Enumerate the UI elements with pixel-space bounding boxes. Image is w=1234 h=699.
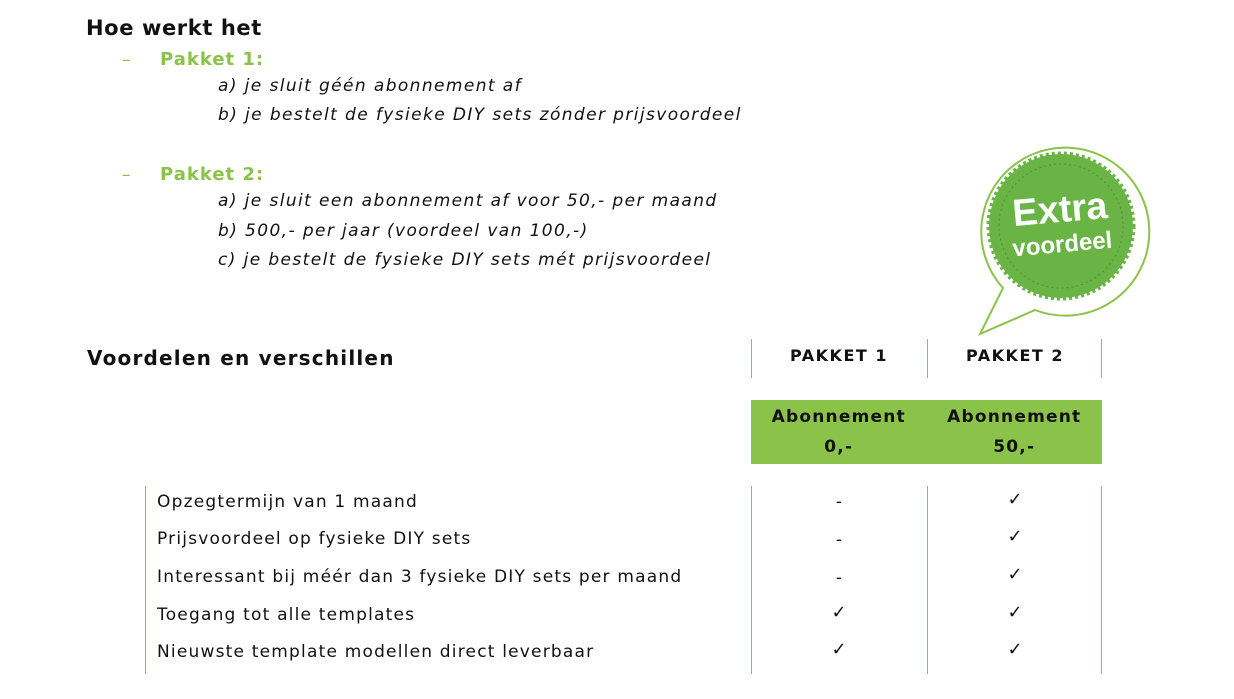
dash-bullet-icon: – xyxy=(122,49,131,70)
speech-bubble-seal-icon xyxy=(965,138,1155,338)
feature-row-5: Nieuwste template modellen direct leverbaar xyxy=(157,642,595,662)
package-1-item-a: a) je sluit géén abonnement af xyxy=(218,76,522,96)
column-header-pakket-1: PAKKET 1 xyxy=(790,346,888,365)
feature-row-2: Prijsvoordeel op fysieke DIY sets xyxy=(157,529,472,549)
checkmark-icon: ✓ xyxy=(1007,526,1023,547)
dash-bullet-icon: – xyxy=(122,164,131,185)
extra-voordeel-badge xyxy=(965,138,1155,338)
checkmark-icon: ✓ xyxy=(831,602,847,623)
dash-icon: - xyxy=(835,492,843,512)
package-2-title: Pakket 2: xyxy=(160,164,265,185)
price-pakket-1: Abonnement 0,- xyxy=(771,407,906,457)
feature-row-4: Toegang tot alle templates xyxy=(157,605,416,625)
table-left-border xyxy=(145,486,146,674)
feature-row-3: Interessant bij méér dan 3 fysieke DIY sets per maand xyxy=(157,567,683,587)
package-2-item-b: b) 500,- per jaar (voordeel van 100,-) xyxy=(218,221,589,241)
feature-row-1: Opzegtermijn van 1 maand xyxy=(157,492,418,512)
how-it-works-heading: Hoe werkt het xyxy=(86,16,262,40)
dash-icon: - xyxy=(835,568,843,588)
checkmark-icon: ✓ xyxy=(1007,564,1023,585)
dash-icon: - xyxy=(835,530,843,550)
package-2-item-a: a) je sluit een abonnement af voor 50,- per maand xyxy=(218,191,718,211)
price-pakket-2: Abonnement 50,- xyxy=(947,407,1082,457)
package-1-title: Pakket 1: xyxy=(160,49,265,70)
checkmark-icon: ✓ xyxy=(1007,489,1023,510)
svg-text:voordeel: voordeel xyxy=(1011,226,1114,263)
checkmark-icon: ✓ xyxy=(1007,639,1023,660)
package-1-item-b: b) je bestelt de fysieke DIY sets zónder prijsvoordeel xyxy=(218,105,742,125)
checkmark-icon: ✓ xyxy=(1007,602,1023,623)
package-2-heading xyxy=(122,164,264,185)
package-1-heading xyxy=(122,49,264,70)
svg-text:Extra: Extra xyxy=(1010,184,1110,236)
package-2-item-c: c) je bestelt de fysieke DIY sets mét prijsvoordeel xyxy=(218,250,712,270)
checkmark-icon: ✓ xyxy=(831,639,847,660)
compare-heading: Voordelen en verschillen xyxy=(87,346,395,370)
column-header-pakket-2: PAKKET 2 xyxy=(966,346,1064,365)
price-band xyxy=(751,400,1102,464)
